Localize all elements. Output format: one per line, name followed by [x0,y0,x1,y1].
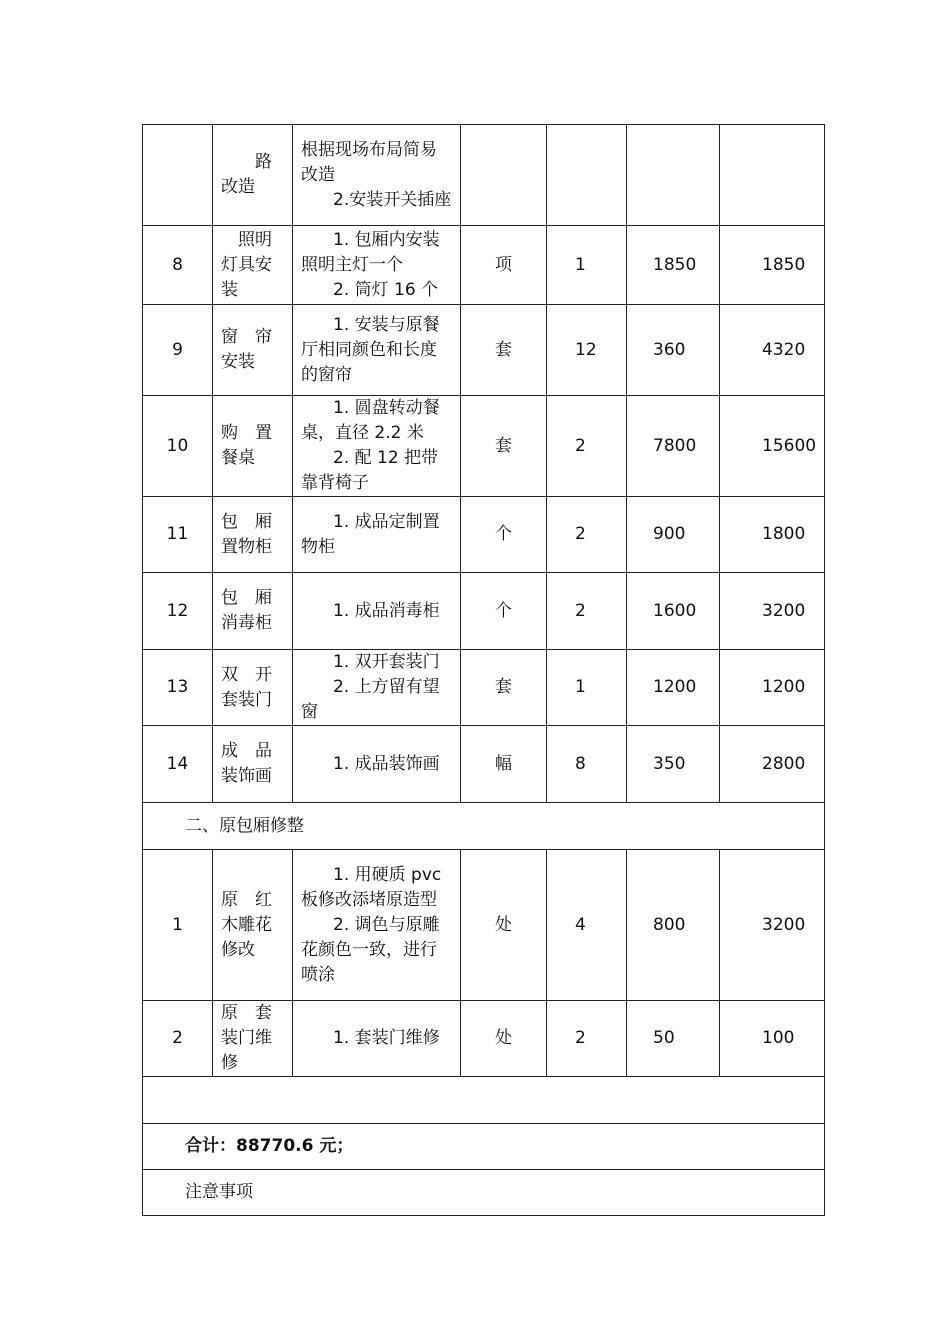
item-unit-price: 360 [627,305,720,396]
item-unit: 个 [461,497,547,573]
row-number: 12 [143,573,213,650]
item-unit-price: 900 [627,497,720,573]
item-quantity [547,125,627,226]
row-number: 8 [143,226,213,305]
item-name: 包 厢置物柜 [213,497,293,573]
item-quantity: 1 [547,226,627,305]
item-unit: 套 [461,305,547,396]
row-number: 2 [143,1001,213,1077]
table-row [143,1001,825,1077]
item-unit [461,125,547,226]
item-total: 1850 [720,226,825,305]
item-quantity: 2 [547,573,627,650]
row-number [143,125,213,226]
item-quantity: 2 [547,396,627,497]
item-quantity: 2 [547,1001,627,1077]
item-unit-price: 7800 [627,396,720,497]
item-unit-price: 1200 [627,650,720,726]
item-name: 照明灯具安装 [213,226,293,305]
item-unit-price [627,125,720,226]
item-unit-price: 1850 [627,226,720,305]
item-description: 1. 套装门维修 [293,1001,461,1077]
item-description: 1. 双开套装门 2. 上方留有望窗 [293,650,461,726]
item-total: 15600 [720,396,825,497]
quote-sheet [142,124,824,1216]
item-unit: 项 [461,226,547,305]
item-name: 购 置餐桌 [213,396,293,497]
item-unit: 幅 [461,726,547,803]
item-description: 1. 成品定制置物柜 [293,497,461,573]
blank-cell [143,1077,825,1124]
item-description: 1. 圆盘转动餐桌，直径 2.2 米 2. 配 12 把带靠背椅子 [293,396,461,497]
item-name: 成 品装饰画 [213,726,293,803]
item-description: 1. 成品消毒柜 [293,573,461,650]
row-number: 11 [143,497,213,573]
table-row [143,125,825,226]
table-row [143,573,825,650]
item-quantity: 4 [547,850,627,1001]
item-total: 100 [720,1001,825,1077]
table-row [143,305,825,396]
item-quantity: 1 [547,650,627,726]
item-name: 双 开套装门 [213,650,293,726]
item-unit-price: 350 [627,726,720,803]
item-unit-price: 1600 [627,573,720,650]
item-description: 根据现场布局简易改造 2.安装开关插座 [293,125,461,226]
item-unit: 套 [461,650,547,726]
item-quantity: 12 [547,305,627,396]
table-row [143,497,825,573]
item-name: 原 套装门维修 [213,1001,293,1077]
blank-row [143,1077,825,1124]
item-name: 路改造 [213,125,293,226]
item-total: 1800 [720,497,825,573]
table-row [143,726,825,803]
row-number: 13 [143,650,213,726]
item-unit: 处 [461,850,547,1001]
item-unit: 处 [461,1001,547,1077]
item-unit: 套 [461,396,547,497]
notes-heading: 注意事项 [143,1170,825,1216]
row-number: 1 [143,850,213,1001]
table-row [143,396,825,497]
table-row [143,650,825,726]
item-description: 1. 安装与原餐厅相同颜色和长度的窗帘 [293,305,461,396]
section-title: 二、原包厢修整 [143,803,825,850]
row-number: 9 [143,305,213,396]
row-number: 10 [143,396,213,497]
table-row [143,226,825,305]
item-unit-price: 800 [627,850,720,1001]
item-description: 1. 用硬质 pvc 板修改添堵原造型 2. 调色与原雕花颜色一致，进行喷涂 [293,850,461,1001]
item-name: 包 厢消毒柜 [213,573,293,650]
item-quantity: 2 [547,497,627,573]
quote-table [142,124,825,1216]
item-total: 3200 [720,850,825,1001]
item-total [720,125,825,226]
item-total: 3200 [720,573,825,650]
item-quantity: 8 [547,726,627,803]
item-total: 2800 [720,726,825,803]
row-number: 14 [143,726,213,803]
item-name: 窗 帘安装 [213,305,293,396]
notes-row [143,1170,825,1216]
item-unit-price: 50 [627,1001,720,1077]
item-description: 1. 成品装饰画 [293,726,461,803]
item-total: 4320 [720,305,825,396]
item-description: 1. 包厢内安装照明主灯一个 2. 筒灯 16 个 [293,226,461,305]
item-name: 原 红木雕花修改 [213,850,293,1001]
grand-total: 合计：88770.6 元； [143,1124,825,1170]
item-unit: 个 [461,573,547,650]
table-row [143,850,825,1001]
item-total: 1200 [720,650,825,726]
total-row [143,1124,825,1170]
section-header-row [143,803,825,850]
